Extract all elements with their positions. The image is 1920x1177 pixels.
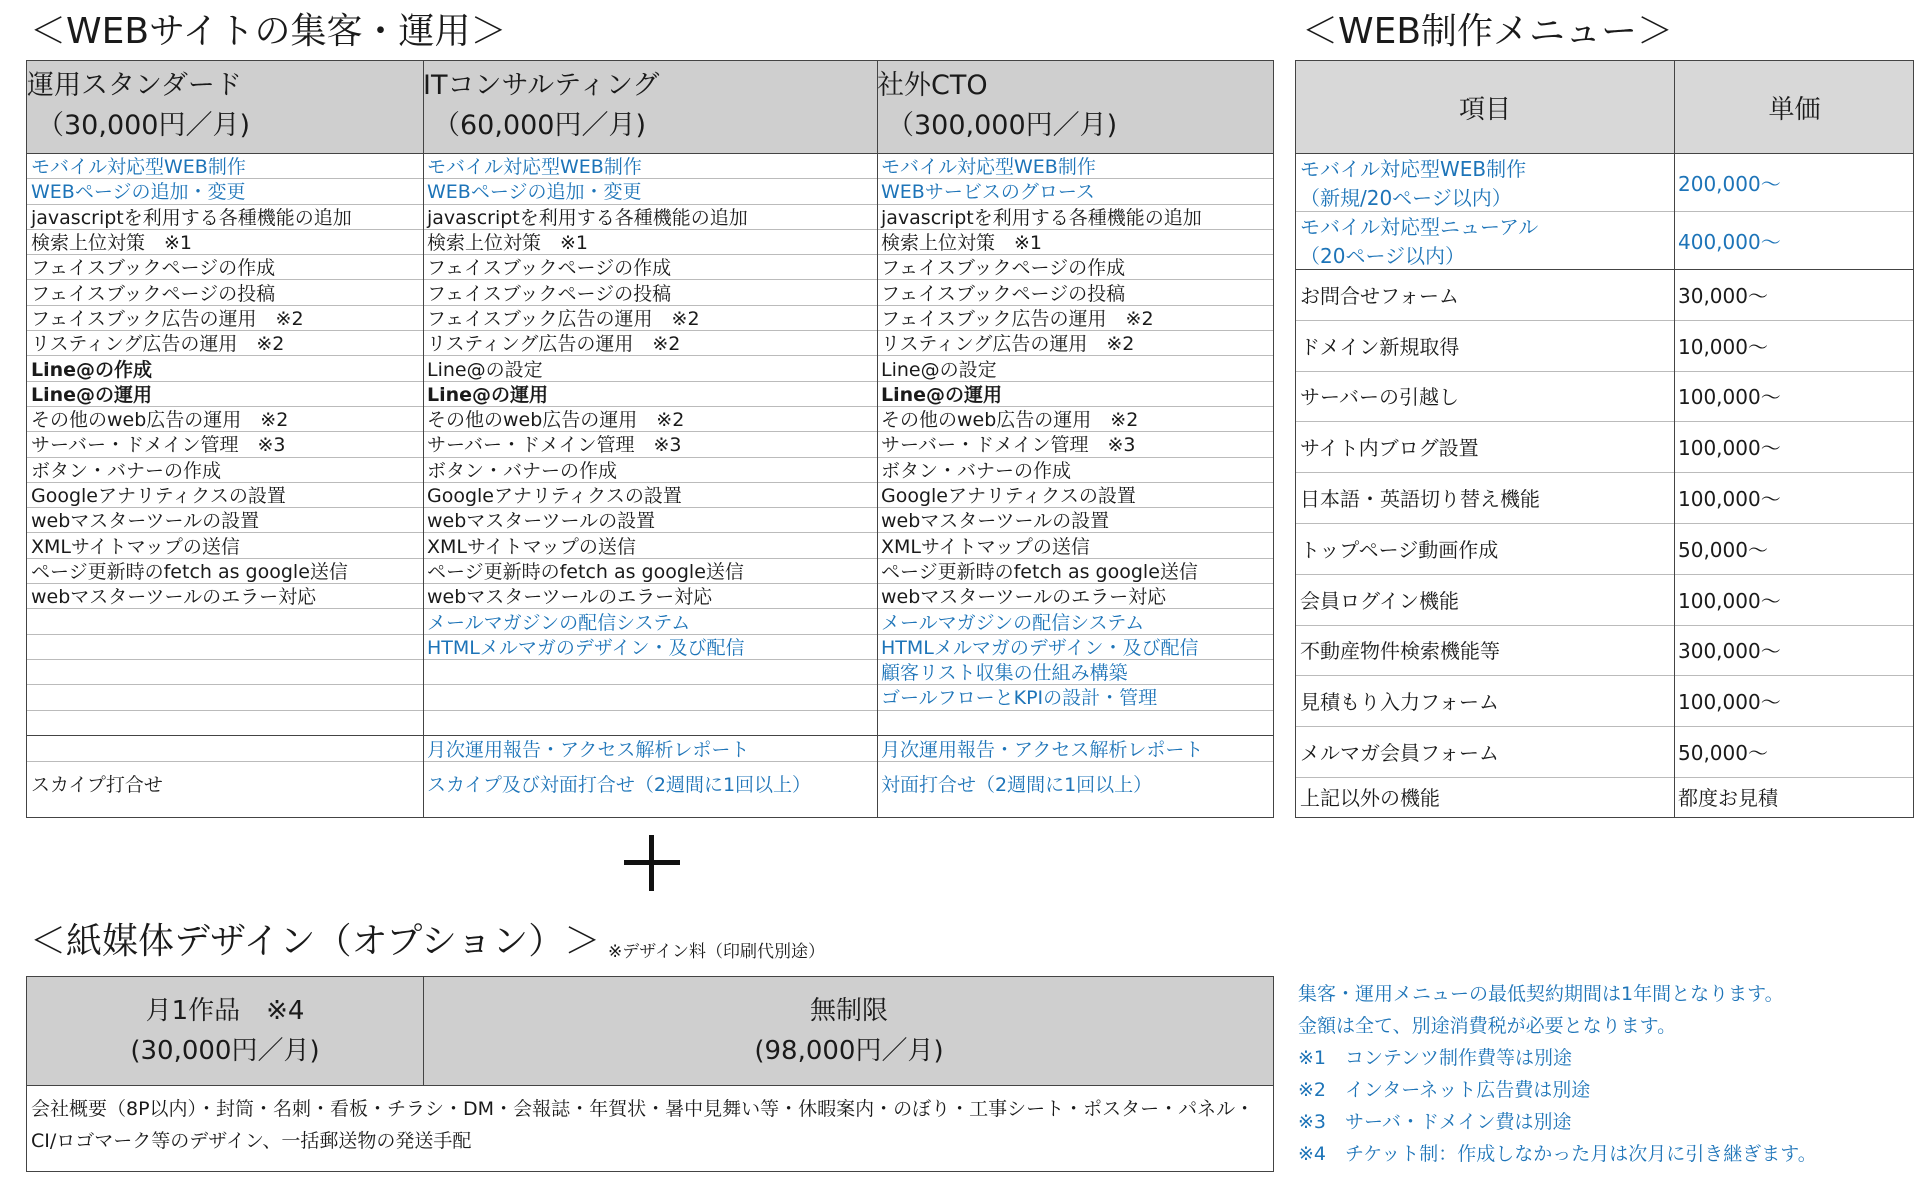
table-row	[27, 760, 1273, 806]
menu-price: 100,000〜	[1678, 690, 1781, 715]
table-cell: その他のweb広告の運用 ※2	[31, 409, 289, 432]
table-cell: Line@の運用	[31, 383, 153, 406]
table-cell: ページ更新時のfetch as google送信	[881, 560, 1198, 583]
menu-item-label: モバイル対応型ニューアル	[1300, 215, 1539, 239]
table-cell	[27, 608, 423, 633]
menu-item-label: お問合せフォーム	[1300, 283, 1459, 308]
table-cell: HTMLメルマガのデザイン・及び配信	[881, 636, 1199, 659]
print-plan-unlimited	[423, 977, 1275, 1085]
plan-header	[877, 61, 1275, 153]
menu-item-sublabel: （20ページ以内）	[1300, 244, 1466, 268]
plan-header	[27, 61, 423, 153]
table-cell: スカイプ及び対面打合せ（2週間に1回以上）	[427, 773, 812, 796]
table-cell: その他のweb広告の運用 ※2	[427, 409, 685, 432]
table-cell: XMLサイトマップの送信	[31, 535, 240, 558]
table-row	[27, 305, 1273, 331]
table-cell	[27, 736, 423, 761]
menu-price: 50,000〜	[1678, 741, 1768, 766]
table-cell: WEBページの追加・変更	[31, 181, 246, 204]
table-cell: ゴールフローとKPIの設計・管理	[881, 687, 1158, 710]
table-cell: サーバー・ドメイン管理 ※3	[427, 434, 682, 457]
menu-table-header	[1296, 61, 1913, 154]
table-row	[27, 254, 1273, 280]
menu-price: 10,000〜	[1678, 334, 1768, 359]
menu-item-label: 見積もり入力フォーム	[1300, 690, 1499, 715]
print-plan-name: 無制限	[809, 996, 888, 1026]
plus-icon	[624, 835, 680, 891]
menu-row	[1296, 675, 1913, 727]
table-cell: javascriptを利用する各種機能の追加	[881, 206, 1202, 229]
menu-price: 200,000〜	[1678, 171, 1781, 196]
menu-item	[1296, 675, 1674, 726]
plan-price: （300,000円／月)	[887, 110, 1118, 141]
table-cell	[27, 710, 423, 735]
plan-price: （60,000円／月)	[433, 110, 647, 141]
print-plan-price: (98,000円／月)	[754, 1036, 944, 1066]
table-row	[27, 558, 1273, 584]
menu-item	[1296, 371, 1674, 422]
table-cell: HTMLメルマガのデザイン・及び配信	[427, 636, 745, 659]
menu-item	[1296, 472, 1674, 523]
print-table-header	[27, 977, 1273, 1086]
table-row	[27, 153, 1273, 179]
table-cell: メールマガジンの配信システム	[427, 611, 691, 634]
menu-row	[1296, 726, 1913, 778]
table-cell: リスティング広告の運用 ※2	[427, 333, 681, 356]
menu-item	[1296, 777, 1674, 815]
table-cell: メールマガジンの配信システム	[881, 611, 1145, 634]
menu-item-label: サイト内ブログ設置	[1300, 436, 1479, 461]
table-cell	[27, 659, 423, 684]
table-cell: Googleアナリティクスの設置	[427, 485, 682, 508]
menu-item	[1296, 211, 1674, 269]
operations-plan-table	[26, 60, 1274, 818]
menu-item	[1296, 523, 1674, 574]
table-cell: フェイスブック広告の運用 ※2	[881, 307, 1154, 330]
menu-price: 都度お見積	[1678, 785, 1778, 810]
table-row	[27, 710, 1273, 736]
footnotes	[1298, 978, 1817, 1170]
menu-row	[1296, 211, 1913, 270]
menu-price: 30,000〜	[1678, 283, 1768, 308]
table-cell	[423, 659, 877, 684]
table-cell: Line@の運用	[427, 383, 549, 406]
menu-section-title: ＜WEB制作メニュー＞	[1302, 11, 1674, 52]
table-cell: WEBサービスのグロース	[881, 181, 1095, 204]
menu-row	[1296, 472, 1913, 524]
table-cell: 月次運用報告・アクセス解析レポート	[427, 739, 750, 762]
table-cell: 対面打合せ（2週間に1回以上）	[881, 773, 1153, 796]
table-cell: WEBページの追加・変更	[427, 181, 642, 204]
ops-section-title: ＜WEBサイトの集客・運用＞	[30, 11, 507, 52]
table-cell: スカイプ打合せ	[31, 773, 163, 796]
operations-table-header	[27, 61, 1273, 154]
table-row	[27, 457, 1273, 483]
web-production-menu-table	[1295, 60, 1914, 818]
table-row	[27, 659, 1273, 685]
table-cell: サーバー・ドメイン管理 ※3	[31, 434, 286, 457]
footnote: ※1 コンテンツ制作費等は別途	[1298, 1047, 1573, 1069]
table-cell: フェイスブックページの投稿	[881, 282, 1126, 305]
table-cell: webマスターツールのエラー対応	[427, 586, 713, 609]
table-row	[27, 482, 1273, 508]
table-cell: 月次運用報告・アクセス解析レポート	[881, 739, 1204, 762]
menu-item-label: トップページ動画作成	[1300, 537, 1499, 562]
table-row	[27, 229, 1273, 255]
table-row	[27, 735, 1273, 762]
menu-price: 100,000〜	[1678, 436, 1781, 461]
print-plan-name: 月1作品 ※4	[145, 996, 305, 1026]
menu-item-label: 日本語・英語切り替え機能	[1300, 487, 1540, 512]
table-cell: モバイル対応型WEB制作	[881, 156, 1096, 179]
table-cell: javascriptを利用する各種機能の追加	[31, 206, 352, 229]
menu-item	[1296, 153, 1674, 211]
table-cell: フェイスブックページの投稿	[31, 282, 276, 305]
table-row	[27, 204, 1273, 230]
column-divider	[1674, 61, 1675, 817]
table-cell: 検索上位対策 ※1	[31, 232, 193, 255]
footnote: 金額は全て、別途消費税が必要となります。	[1298, 1015, 1677, 1037]
menu-item	[1296, 574, 1674, 625]
print-design-table	[26, 976, 1274, 1172]
table-row	[27, 684, 1273, 710]
table-cell	[877, 710, 1275, 735]
table-cell: webマスターツールのエラー対応	[881, 586, 1167, 609]
table-row	[27, 634, 1273, 660]
column-divider	[877, 61, 878, 817]
print-items-description: 会社概要（8P以内）・封筒・名刺・看板・チラシ・DM・会報誌・年賀状・暑中見舞い等・休暇案内・のぼり・工事シート・ポスター・パネル・CI/ロゴマーク等のデザイン、一括郵送物の発送手配	[31, 1098, 1255, 1152]
table-cell: Line@の設定	[881, 358, 997, 381]
table-cell: フェイスブックページの作成	[31, 257, 276, 280]
table-cell: Line@の設定	[427, 358, 543, 381]
table-row	[27, 330, 1273, 356]
table-cell: Line@の運用	[881, 383, 1003, 406]
plan-name: 社外CTO	[877, 70, 988, 101]
table-cell: フェイスブックページの作成	[881, 257, 1126, 280]
menu-item-label: メルマガ会員フォーム	[1300, 741, 1499, 766]
menu-row	[1296, 574, 1913, 626]
table-cell	[27, 684, 423, 709]
table-cell	[423, 710, 877, 735]
table-cell: モバイル対応型WEB制作	[31, 156, 246, 179]
table-cell	[423, 684, 877, 709]
table-row	[27, 406, 1273, 432]
table-row	[27, 608, 1273, 634]
menu-item-label: サーバーの引越し	[1300, 385, 1459, 410]
menu-item-label: ドメイン新規取得	[1300, 334, 1460, 359]
footnote: ※3 サーバ・ドメイン費は別途	[1298, 1111, 1572, 1133]
table-row	[27, 533, 1273, 559]
table-row	[27, 583, 1273, 609]
table-cell	[27, 634, 423, 659]
menu-row	[1296, 153, 1913, 212]
plan-name: 運用スタンダード	[27, 70, 242, 101]
menu-row	[1296, 269, 1913, 321]
menu-item	[1296, 269, 1674, 320]
menu-item	[1296, 320, 1674, 371]
column-divider	[423, 977, 424, 1085]
menu-price: 100,000〜	[1678, 385, 1781, 410]
table-row	[27, 355, 1273, 381]
table-cell: ボタン・バナーの作成	[427, 459, 618, 482]
table-cell: リスティング広告の運用 ※2	[31, 333, 285, 356]
menu-item	[1296, 726, 1674, 777]
menu-row	[1296, 625, 1913, 677]
menu-row	[1296, 523, 1913, 575]
table-row	[27, 178, 1273, 204]
menu-item-label: モバイル対応型WEB制作	[1300, 157, 1527, 181]
footnote: ※4 チケット制：作成しなかった月は次月に引き継ぎます。	[1298, 1143, 1817, 1165]
plan-name: ITコンサルティング	[423, 70, 660, 101]
menu-header-price: 単価	[1768, 94, 1821, 125]
table-cell: webマスターツールの設置	[427, 510, 656, 533]
table-cell: 顧客リスト収集の仕組み構築	[881, 662, 1128, 685]
table-cell: モバイル対応型WEB制作	[427, 156, 642, 179]
menu-item	[1296, 625, 1674, 676]
table-cell: フェイスブックページの投稿	[427, 282, 672, 305]
table-cell: フェイスブックページの作成	[427, 257, 672, 280]
table-cell: XMLサイトマップの送信	[881, 535, 1090, 558]
menu-price: 400,000〜	[1678, 229, 1781, 254]
menu-price: 300,000〜	[1678, 639, 1781, 664]
table-cell: webマスターツールの設置	[881, 510, 1110, 533]
table-cell: その他のweb広告の運用 ※2	[881, 409, 1139, 432]
table-cell: リスティング広告の運用 ※2	[881, 333, 1135, 356]
table-cell: Line@の作成	[31, 358, 153, 381]
plan-price: （30,000円／月)	[37, 110, 251, 141]
menu-price: 50,000〜	[1678, 537, 1768, 562]
table-row	[27, 280, 1273, 306]
menu-price: 100,000〜	[1678, 588, 1781, 613]
table-cell: ページ更新時のfetch as google送信	[31, 560, 348, 583]
table-cell: ボタン・バナーの作成	[881, 459, 1072, 482]
footnote: 集客・運用メニューの最低契約期間は1年間となります。	[1298, 983, 1784, 1005]
table-cell: ボタン・バナーの作成	[31, 459, 222, 482]
plan-header	[423, 61, 877, 153]
table-cell: 検索上位対策 ※1	[427, 232, 589, 255]
menu-header-item: 項目	[1458, 94, 1511, 125]
table-cell: 検索上位対策 ※1	[881, 232, 1043, 255]
table-cell: javascriptを利用する各種機能の追加	[427, 206, 748, 229]
menu-row	[1296, 777, 1913, 815]
table-cell: XMLサイトマップの送信	[427, 535, 636, 558]
print-section-note: ※デザイン料（印刷代別途）	[608, 942, 826, 962]
table-row	[27, 381, 1273, 407]
table-row	[27, 507, 1273, 533]
table-row	[27, 431, 1273, 457]
menu-row	[1296, 371, 1913, 423]
table-cell: Googleアナリティクスの設置	[31, 485, 286, 508]
table-cell: webマスターツールのエラー対応	[31, 586, 317, 609]
table-cell: webマスターツールの設置	[31, 510, 260, 533]
menu-row	[1296, 421, 1913, 473]
print-plan-monthly	[27, 977, 423, 1085]
footnote: ※2 インターネット広告費は別途	[1298, 1079, 1591, 1101]
menu-row	[1296, 320, 1913, 372]
menu-item-label: 不動産物件検索機能等	[1300, 639, 1500, 664]
table-cell: フェイスブック広告の運用 ※2	[427, 307, 700, 330]
print-section-title: ＜紙媒体デザイン（オプション）＞	[30, 921, 601, 962]
table-cell: Googleアナリティクスの設置	[881, 485, 1136, 508]
table-cell: フェイスブック広告の運用 ※2	[31, 307, 304, 330]
table-cell: サーバー・ドメイン管理 ※3	[881, 434, 1136, 457]
menu-item-label: 上記以外の機能	[1300, 785, 1440, 810]
column-divider	[423, 61, 424, 817]
menu-item	[1296, 421, 1674, 472]
menu-price: 100,000〜	[1678, 487, 1781, 512]
menu-item-label: 会員ログイン機能	[1300, 588, 1459, 613]
menu-item-sublabel: （新規/20ページ以内）	[1300, 186, 1512, 210]
table-cell: ページ更新時のfetch as google送信	[427, 560, 744, 583]
print-plan-price: (30,000円／月)	[130, 1036, 320, 1066]
